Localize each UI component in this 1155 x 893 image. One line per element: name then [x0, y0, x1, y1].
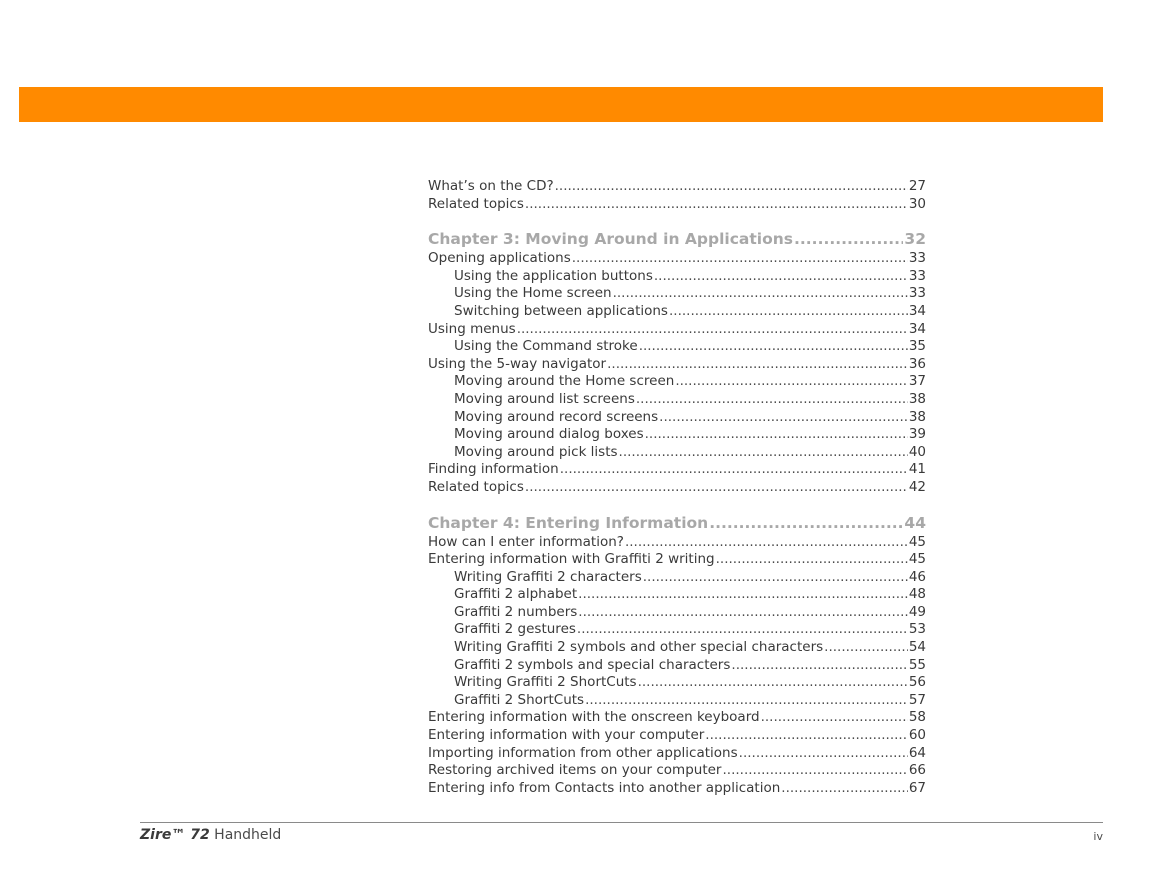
toc-entry-title: Writing Graffiti 2 characters: [454, 568, 642, 585]
toc-entry[interactable]: [428, 569, 926, 587]
footer-page-number: iv: [1093, 830, 1103, 843]
toc-entry-title: Restoring archived items on your computer: [428, 762, 722, 779]
chapter-heading-4[interactable]: [428, 513, 926, 533]
toc-entry-page: 46: [908, 568, 926, 585]
leader-dots: [585, 692, 908, 710]
leader-dots: [572, 250, 908, 268]
toc-entry[interactable]: [428, 692, 926, 710]
toc-entry[interactable]: [428, 657, 926, 675]
toc-entry-page: 36: [908, 355, 926, 372]
leader-dots: [654, 268, 908, 286]
toc-entry-page: 40: [908, 443, 926, 460]
leader-dots: [625, 534, 908, 552]
toc-entry-page: 37: [908, 373, 926, 390]
toc-entry-page: 67: [908, 779, 926, 796]
toc-entry[interactable]: [428, 250, 926, 268]
toc-entry-page: 41: [908, 461, 926, 478]
toc-entry[interactable]: [428, 745, 926, 763]
toc-entry-page: 53: [908, 621, 926, 638]
toc-entry[interactable]: [428, 551, 926, 569]
toc-entry-page: 39: [908, 426, 926, 443]
toc-entry[interactable]: [428, 461, 926, 479]
chapter-page: 32: [904, 230, 926, 249]
toc-entry-title: Writing Graffiti 2 ShortCuts: [454, 674, 637, 691]
leader-dots: [722, 762, 907, 780]
toc-entry[interactable]: [428, 444, 926, 462]
toc-entry[interactable]: [428, 604, 926, 622]
leader-dots: [705, 727, 908, 745]
toc-entry-title: Entering info from Contacts into another application: [428, 779, 781, 796]
toc-entry-title: Entering information with the onscreen keyboard: [428, 709, 760, 726]
leader-dots: [709, 513, 903, 533]
toc-entry-page: 38: [908, 408, 926, 425]
toc-entry-title: Related topics: [428, 195, 524, 212]
toc-entry-page: 33: [908, 250, 926, 267]
toc-entry-page: 34: [908, 302, 926, 319]
toc-entry-title: Using the 5-way navigator: [428, 355, 607, 372]
footer-product: [140, 827, 281, 843]
toc-entry[interactable]: [428, 426, 926, 444]
toc-entry[interactable]: [428, 639, 926, 657]
toc-entry[interactable]: [428, 479, 926, 497]
toc-entry-page: 45: [908, 551, 926, 568]
toc-entry-page: 34: [908, 320, 926, 337]
leader-dots: [607, 356, 908, 374]
toc-entry[interactable]: [428, 586, 926, 604]
toc-entry-page: 55: [908, 656, 926, 673]
toc-entry-title: Finding information: [428, 461, 559, 478]
footer-divider: [140, 822, 1103, 823]
chapter-title: Chapter 3: Moving Around in Applications: [428, 230, 794, 249]
leader-dots: [731, 657, 907, 675]
toc-entry-title: Moving around the Home screen: [454, 373, 675, 390]
leader-dots: [675, 373, 908, 391]
toc-entry-title: Using menus: [428, 320, 516, 337]
toc-entry[interactable]: [428, 321, 926, 339]
leader-dots: [560, 461, 908, 479]
toc-entry-title: Importing information from other applications: [428, 744, 738, 761]
toc-entry-page: 27: [908, 178, 926, 194]
leader-dots: [761, 709, 908, 727]
leader-dots: [781, 780, 908, 798]
toc-entry-page: 42: [908, 478, 926, 495]
leader-dots: [794, 229, 903, 249]
toc-entry-page: 58: [908, 709, 926, 726]
footer-product-label: Handheld: [214, 827, 282, 843]
leader-dots: [638, 674, 908, 692]
leader-dots: [824, 639, 908, 657]
toc-entry[interactable]: [428, 303, 926, 321]
toc-entry[interactable]: [428, 268, 926, 286]
toc-entry-page: 49: [908, 603, 926, 620]
toc-entry-page: 60: [908, 727, 926, 744]
leader-dots: [639, 338, 908, 356]
toc-entry-title: Writing Graffiti 2 symbols and other special characters: [454, 639, 824, 656]
toc-entry[interactable]: [428, 727, 926, 745]
toc-entry[interactable]: [428, 762, 926, 780]
leader-dots: [525, 479, 908, 497]
chapter-heading-3[interactable]: [428, 229, 926, 249]
toc-entry-title: Moving around record screens: [454, 408, 659, 425]
leader-dots: [555, 178, 908, 196]
chapter-3-entries: [428, 250, 926, 496]
toc-entry-title: Graffiti 2 ShortCuts: [454, 691, 585, 708]
toc-entry-title: Switching between applications: [454, 302, 668, 319]
toc-entry-page: 64: [908, 744, 926, 761]
leader-dots: [636, 391, 908, 409]
toc-entry-page: 48: [908, 586, 926, 603]
toc-entry[interactable]: [428, 285, 926, 303]
leader-dots: [645, 426, 908, 444]
leader-dots: [716, 551, 908, 569]
toc-entry-title: Moving around list screens: [454, 390, 635, 407]
toc-entry-title: How can I enter information?: [428, 533, 624, 550]
toc-entry-title: Entering information with Graffiti 2 writing: [428, 551, 715, 568]
header-banner: [19, 87, 1103, 122]
toc-entry-page: 45: [908, 533, 926, 550]
leader-dots: [643, 569, 908, 587]
toc-entry[interactable]: [428, 356, 926, 374]
toc-entry-page: 66: [908, 762, 926, 779]
leader-dots: [578, 604, 908, 622]
toc-entry[interactable]: [428, 674, 926, 692]
toc-entry-page: 38: [908, 390, 926, 407]
toc-intro-section: [428, 178, 926, 213]
toc-entry-page: 35: [908, 338, 926, 355]
toc-entry-page: 57: [908, 691, 926, 708]
chapter-page: 44: [904, 513, 926, 532]
leader-dots: [659, 409, 908, 427]
toc-entry-title: Moving around dialog boxes: [454, 426, 644, 443]
toc-entry-title: Graffiti 2 alphabet: [454, 586, 578, 603]
toc-entry-title: Related topics: [428, 478, 524, 495]
toc-entry-title: Entering information with your computer: [428, 727, 705, 744]
chapter-4-entries: [428, 534, 926, 798]
toc-entry-title: Graffiti 2 gestures: [454, 621, 576, 638]
toc-entry[interactable]: [428, 178, 926, 196]
toc-entry[interactable]: [428, 534, 926, 552]
chapter-title: Chapter 4: Entering Information: [428, 513, 709, 532]
leader-dots: [613, 285, 908, 303]
leader-dots: [619, 444, 908, 462]
toc-entry-title: Graffiti 2 numbers: [454, 603, 578, 620]
toc-entry-page: 54: [908, 639, 926, 656]
toc-entry-title: Using the application buttons: [454, 267, 653, 284]
toc-entry[interactable]: [428, 409, 926, 427]
toc-entry-title: Graffiti 2 symbols and special characters: [454, 656, 731, 673]
toc-entry-title: Using the Command stroke: [454, 338, 638, 355]
toc-entry-title: Opening applications: [428, 250, 571, 267]
table-of-contents: [428, 178, 926, 797]
toc-entry-page: 56: [908, 674, 926, 691]
toc-entry-title: Using the Home screen: [454, 285, 612, 302]
leader-dots: [525, 196, 908, 214]
toc-entry[interactable]: [428, 373, 926, 391]
toc-entry-title: What’s on the CD?: [428, 178, 554, 194]
toc-entry[interactable]: [428, 780, 926, 798]
leader-dots: [669, 303, 908, 321]
toc-entry-page: 33: [908, 267, 926, 284]
leader-dots: [739, 745, 908, 763]
toc-entry[interactable]: [428, 709, 926, 727]
toc-entry[interactable]: [428, 391, 926, 409]
toc-entry-page: 33: [908, 285, 926, 302]
toc-entry-page: 30: [908, 195, 926, 212]
toc-entry[interactable]: [428, 338, 926, 356]
toc-entry[interactable]: [428, 196, 926, 214]
toc-entry-title: Moving around pick lists: [454, 443, 618, 460]
leader-dots: [578, 586, 908, 604]
leader-dots: [517, 321, 908, 339]
leader-dots: [577, 621, 908, 639]
footer-brand: Zire™ 72: [140, 827, 210, 843]
toc-entry[interactable]: [428, 621, 926, 639]
